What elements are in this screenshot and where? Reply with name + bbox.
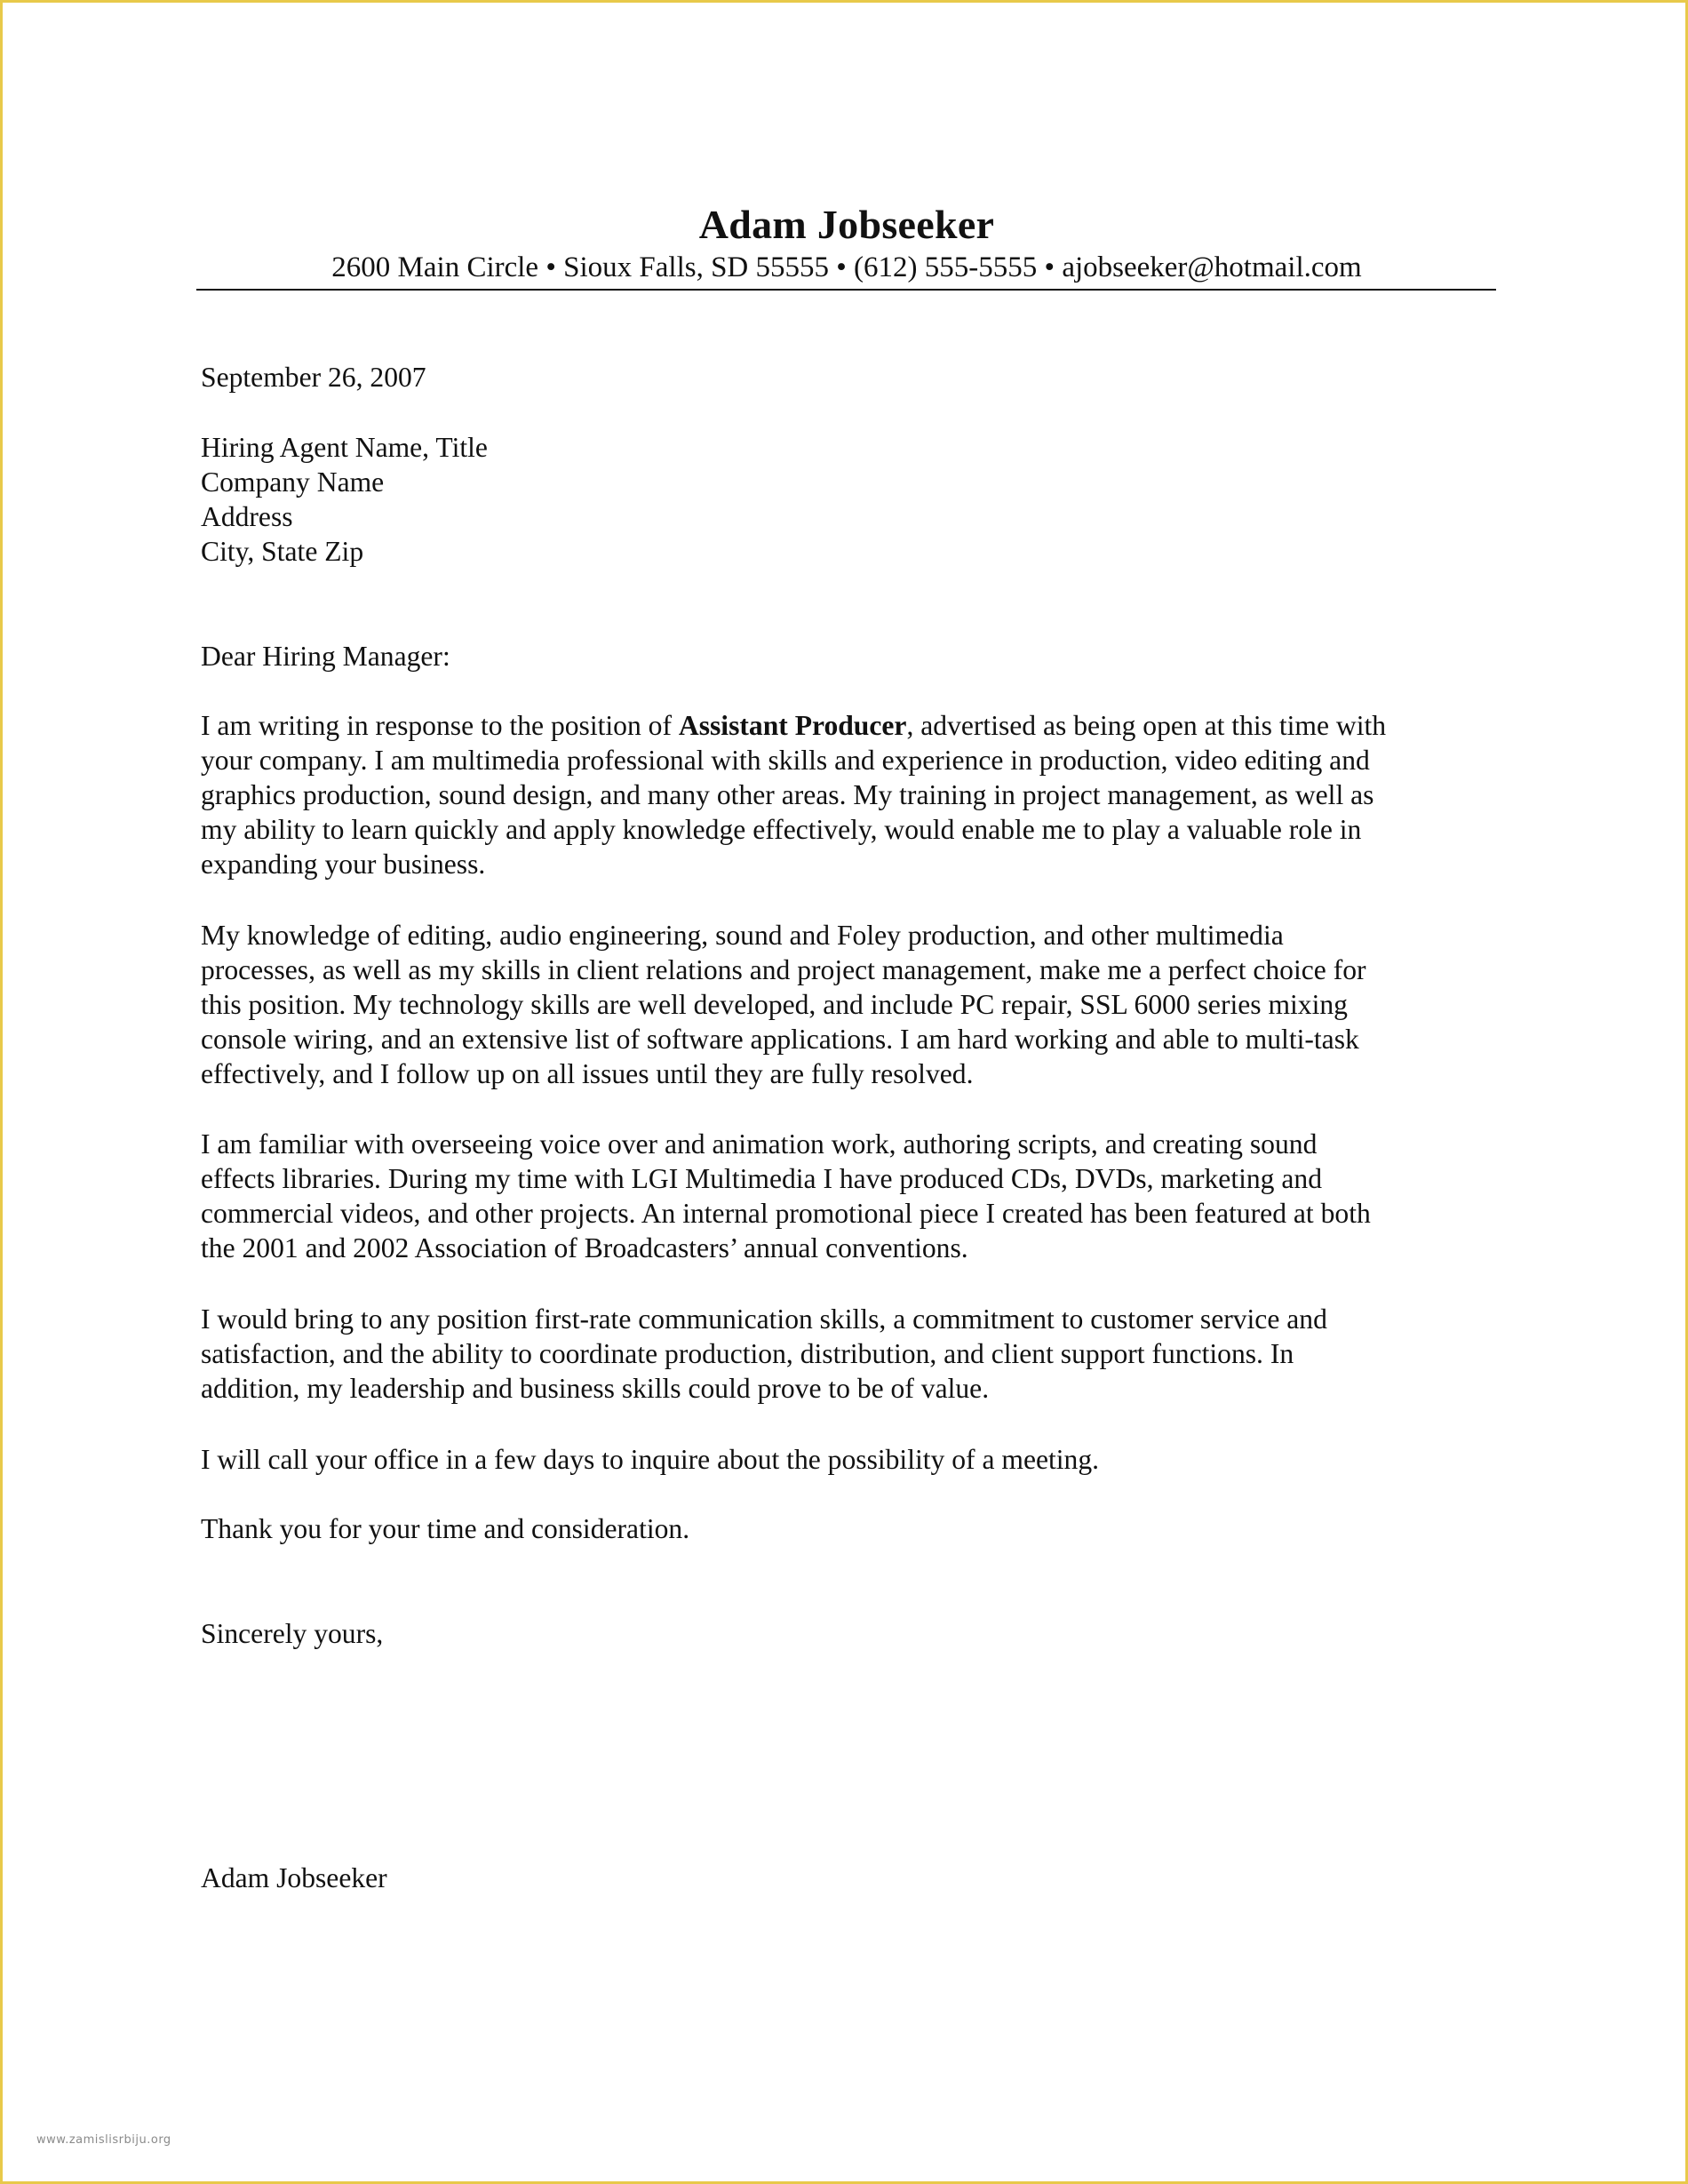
salutation <box>201 639 1507 674</box>
paragraph-line: this position. My technology skills are well developed, and include PC repair, SSL 6000 series mixing <box>201 989 1348 1020</box>
paragraph-line: commercial videos, and other projects. An internal promotional piece I created has been featured at both <box>201 1198 1371 1229</box>
paragraph-line: effectively, and I follow up on all issues until they are fully resolved. <box>201 1058 974 1089</box>
paragraph-line: I will call your office in a few days to inquire about the possibility of a meeting. <box>201 1444 1100 1475</box>
paragraph-line: satisfaction, and the ability to coordinate production, distribution, and client support functions. In <box>201 1338 1294 1369</box>
paragraph-line: console wiring, and an extensive list of software applications. I am hard working and able to multi-task <box>201 1024 1359 1055</box>
closing <box>201 1616 1507 1651</box>
paragraph-line: addition, my leadership and business skills could prove to be of value. <box>201 1373 990 1404</box>
salutation-text: Dear Hiring Manager: <box>201 641 450 672</box>
paragraph-follow-up <box>201 1442 1507 1477</box>
date-text: September 26, 2007 <box>201 362 426 393</box>
paragraph-line: effects libraries. During my time with LGI Multimedia I have produced CDs, DVDs, marketing and <box>201 1163 1322 1194</box>
paragraph-line: expanding your business. <box>201 849 486 880</box>
paragraph-text: , advertised as being open at this time with <box>906 710 1387 741</box>
paragraph-value <box>201 1302 1507 1406</box>
paragraph-thanks <box>201 1511 1507 1546</box>
paragraph-line: My knowledge of editing, audio engineering, sound and Foley production, and other multimedia <box>201 920 1284 951</box>
letter-date <box>201 360 1507 395</box>
paragraph-line <box>201 708 1507 743</box>
recipient-line: Address <box>201 501 293 532</box>
recipient-address <box>201 430 1507 569</box>
paragraph-line: my ability to learn quickly and apply knowledge effectively, would enable me to play a valuable role in <box>201 814 1362 845</box>
paragraph-skills <box>201 918 1507 1091</box>
signature-name: Adam Jobseeker <box>201 1862 387 1893</box>
header-divider <box>196 289 1496 291</box>
paragraph-intro <box>201 708 1507 881</box>
sender-name: Adam Jobseeker <box>698 202 995 247</box>
paragraph-line: I am familiar with overseeing voice over and animation work, authoring scripts, and creating sound <box>201 1128 1318 1160</box>
paragraph-line: Thank you for your time and consideration. <box>201 1513 690 1544</box>
paragraph-text: I am writing in response to the position of <box>201 710 679 741</box>
sender-contact-line: 2600 Main Circle • Sioux Falls, SD 55555 • (612) 555-5555 • ajobseeker@hotmail.com <box>331 251 1362 283</box>
paragraph-line: graphics production, sound design, and many other areas. My training in project management, as well as <box>201 779 1374 810</box>
recipient-line: Company Name <box>201 466 385 498</box>
recipient-line: City, State Zip <box>201 536 364 567</box>
paragraph-line: I would bring to any position first-rate communication skills, a commitment to customer service and <box>201 1303 1327 1335</box>
paragraph-line: the 2001 and 2002 Association of Broadcasters’ annual conventions. <box>201 1232 968 1263</box>
paragraph-experience <box>201 1127 1507 1265</box>
watermark-text: www.zamislisrbiju.org <box>36 2133 171 2147</box>
recipient-line: Hiring Agent Name, Title <box>201 432 488 463</box>
paragraph-line: processes, as well as my skills in client relations and project management, make me a perfect choice for <box>201 954 1366 985</box>
closing-text: Sincerely yours, <box>201 1618 384 1649</box>
position-title: Assistant Producer <box>678 710 907 741</box>
signature <box>201 1861 1507 1895</box>
paragraph-line: your company. I am multimedia professional with skills and experience in production, video editing and <box>201 745 1370 776</box>
